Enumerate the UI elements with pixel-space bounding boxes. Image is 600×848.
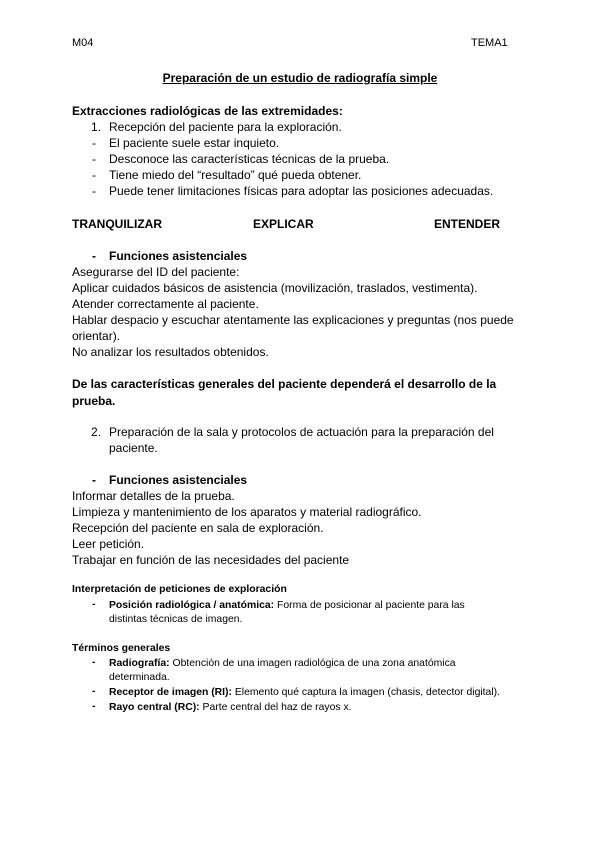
item2-line1: Preparación de la sala y protocolos de actuación para la preparación del (109, 425, 494, 439)
term-label: Receptor de imagen (RI): (109, 687, 232, 698)
functions2-line: Informar detalles de la prueba. (72, 489, 235, 503)
functions2-heading: Funciones asistenciales (109, 473, 248, 487)
bullet-marker: - (92, 168, 96, 182)
functions1-line: No analizar los resultados obtenidos. (72, 345, 269, 359)
term-label: Rayo central (RC): (109, 702, 200, 713)
functions2-line: Recepción del paciente en sala de exploración. (72, 521, 324, 535)
functions1-line: Aplicar cuidados básicos de asistencia (movilización, traslados, vestimenta). (72, 281, 478, 295)
bullet-marker: - (92, 599, 96, 610)
term-def: Obtención de una imagen radiológica de una zona anatómica (172, 658, 456, 669)
functions2-line: Limpieza y mantenimiento de los aparatos y material radiográfico. (72, 505, 422, 519)
functions2-line: Trabajar en función de las necesidades del paciente (72, 553, 350, 567)
keyword-tranquilizar: TRANQUILIZAR (72, 217, 162, 231)
functions2-line: Leer petición. (72, 537, 145, 551)
keyword-explicar: EXPLICAR (253, 217, 314, 231)
section1-bullet: Puede tener limitaciones físicas para adoptar las posiciones adecuadas. (109, 184, 494, 198)
functions1-line: Asegurarse del ID del paciente: (72, 265, 240, 279)
term-def: Parte central del haz de rayos x. (202, 702, 352, 713)
section1-heading: Extracciones radiológicas de las extremidades: (72, 104, 343, 118)
bullet-marker: - (92, 184, 96, 198)
item2-line2: paciente. (109, 441, 158, 455)
item1-text: Recepción del paciente para la exploración. (109, 120, 342, 134)
functions1-line: orientar). (72, 329, 121, 343)
section1-bullet: Tiene miedo del “resultado” qué pueda obtener. (109, 168, 362, 182)
item2-marker: 2. (91, 425, 102, 439)
term-item-receptor (109, 686, 500, 699)
terms-heading: Términos generales (72, 643, 171, 654)
term-def-continued: determinada. (109, 672, 170, 683)
term-label: Radiografía: (109, 658, 170, 669)
bullet-marker: - (92, 686, 96, 697)
term-item-rayo-central (109, 701, 352, 714)
page-title: Preparación de un estudio de radiografía simple (162, 71, 438, 85)
bullet-marker: - (92, 657, 96, 668)
interpretation-def-line1: Forma de posicionar al paciente para las (277, 600, 465, 611)
keyword-entender: ENTENDER (434, 217, 501, 231)
bullet-marker: - (92, 136, 96, 150)
section1-bullet: Desconoce las características técnicas de la prueba. (109, 152, 390, 166)
term-def: Elemento qué captura la imagen (chasis, detector digital). (234, 687, 500, 698)
bullet-marker: - (92, 152, 96, 166)
bullet-marker: - (92, 473, 96, 487)
header-right: TEMA1 (471, 37, 508, 49)
interpretation-def-line2: distintas técnicas de imagen. (109, 614, 243, 625)
item1-marker: 1. (91, 120, 102, 134)
functions1-line: Atender correctamente al paciente. (72, 297, 259, 311)
section1-bullet: El paciente suele estar inquieto. (109, 136, 280, 150)
interpretation-term: Posición radiológica / anatómica: (109, 600, 275, 611)
header-left: M04 (72, 37, 94, 49)
term-item-radiografia (109, 657, 456, 670)
functions1-line: Hablar despacio y escuchar atentamente las explicaciones y preguntas (nos puede (72, 313, 514, 327)
bullet-marker: - (92, 249, 96, 263)
bullet-marker: - (92, 701, 96, 712)
statement-line2: prueba. (72, 394, 116, 408)
interpretation-item (109, 599, 465, 612)
functions1-heading: Funciones asistenciales (109, 249, 248, 263)
statement-line1: De las características generales del paciente dependerá el desarrollo de la (72, 377, 497, 391)
interpretation-heading: Interpretación de peticiones de exploración (72, 584, 287, 595)
